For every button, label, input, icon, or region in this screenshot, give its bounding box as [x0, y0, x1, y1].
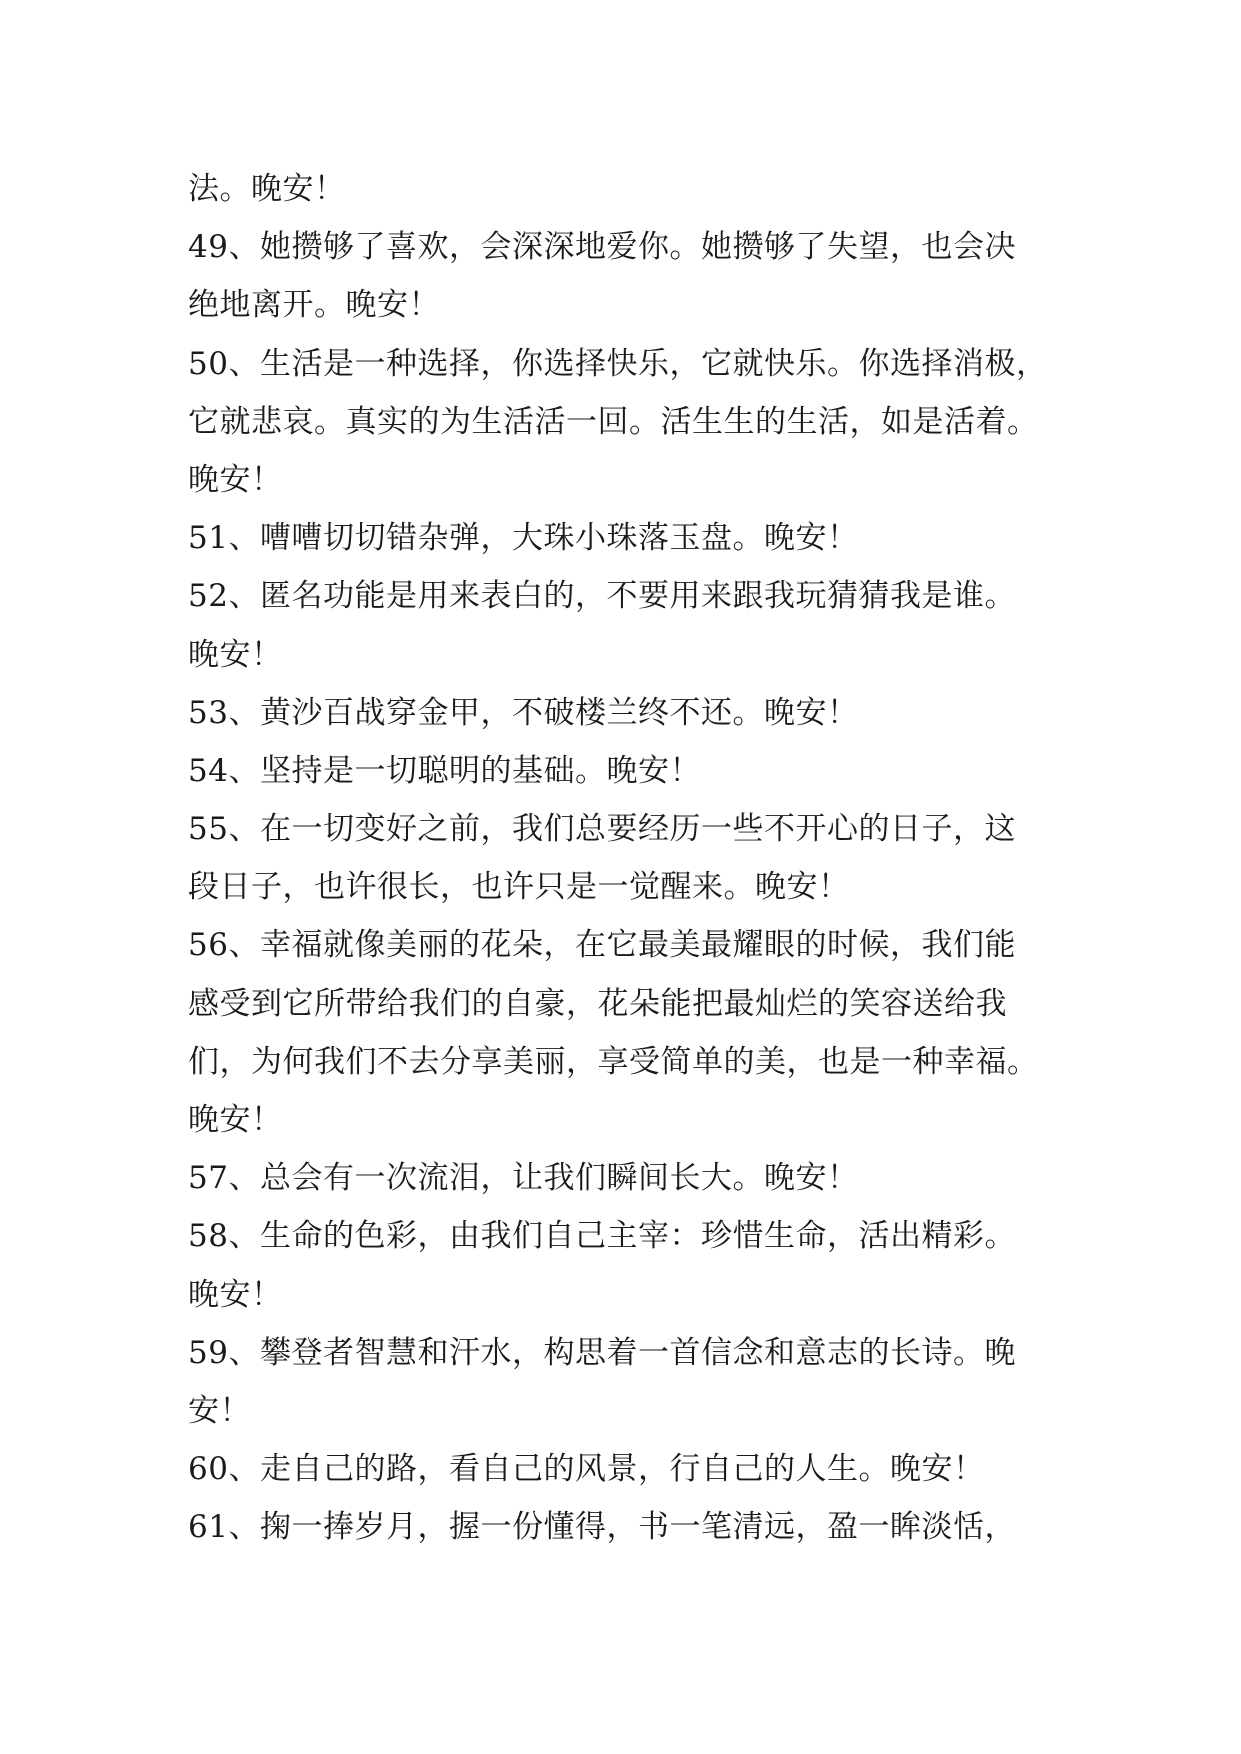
text-line: 晚安！	[188, 636, 283, 673]
text-line: 晚安！	[188, 1276, 283, 1313]
text-line: 们，为何我们不去分享美丽，享受简单的美，也是一种幸福。	[188, 1043, 1039, 1080]
text-line: 法。晚安！	[188, 171, 346, 207]
text-line: 57、总会有一次流泪，让我们瞬间长大。晚安！	[188, 1160, 859, 1197]
text-line: 59、攀登者智慧和汗水，构思着一首信念和意志的长诗。晚	[188, 1334, 1016, 1371]
text-line: 58、生命的色彩，由我们自己主宰：珍惜生命，活出精彩。	[188, 1218, 1016, 1255]
text-line: 晚安！	[188, 461, 283, 498]
text-line: 51、嘈嘈切切错杂弹，大珠小珠落玉盘。晚安！	[188, 520, 859, 557]
text-line: 它就悲哀。真实的为生活活一回。活生生的生活，如是活着。	[188, 403, 1039, 440]
document-body	[188, 160, 1088, 1557]
text-line: 感受到它所带给我们的自豪，花朵能把最灿烂的笑容送给我	[188, 985, 1007, 1022]
text-line: 60、走自己的路，看自己的风景，行自己的人生。晚安！	[188, 1451, 985, 1488]
text-line: 61、掬一捧岁月，握一份懂得，书一笔清远，盈一眸淡恬，	[188, 1509, 1016, 1546]
text-line: 段日子，也许很长，也许只是一觉醒来。晚安！	[188, 869, 850, 906]
text-line: 52、匿名功能是用来表白的，不要用来跟我玩猜猜我是谁。	[188, 578, 1016, 615]
text-line: 56、幸福就像美丽的花朵，在它最美最耀眼的时候，我们能	[188, 927, 1016, 964]
text-line: 晚安！	[188, 1102, 283, 1138]
text-line: 55、在一切变好之前，我们总要经历一些不开心的日子，这	[188, 811, 1016, 848]
text-line: 53、黄沙百战穿金甲，不破楼兰终不还。晚安！	[188, 694, 859, 731]
text-line: 绝地离开。晚安！	[188, 287, 440, 324]
text-line: 安！	[188, 1392, 251, 1429]
text-line: 49、她攒够了喜欢，会深深地爱你。她攒够了失望，也会决	[188, 229, 1016, 266]
text-line: 50、生活是一种选择，你选择快乐，它就快乐。你选择消极，	[188, 345, 1048, 382]
text-line: 54、坚持是一切聪明的基础。晚安！	[188, 752, 701, 789]
